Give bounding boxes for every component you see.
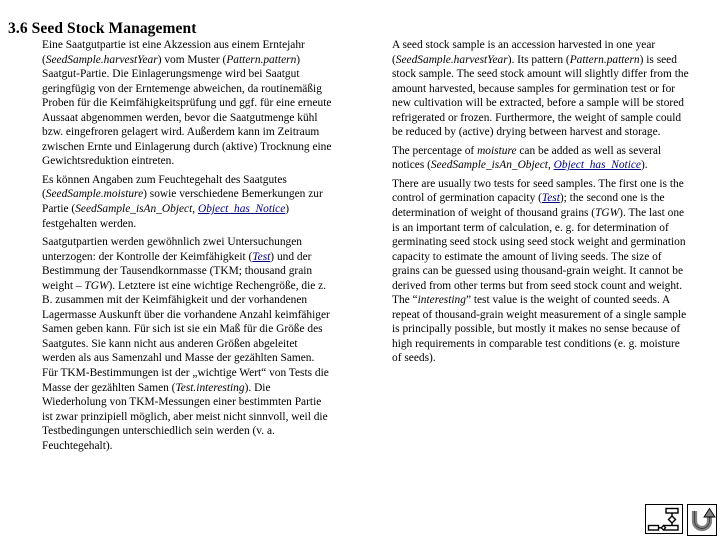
identifier-term: TGW [595,207,620,220]
text-run: A seed stock sample is an accession harvested in one year ( [392,39,656,66]
text-run: ). [640,159,648,172]
schema-diagram-icon [646,505,682,533]
text-run: ” test value is the weight of counted seeds. A repeat of thousand-grain weight measurement of a single sample is principally possible, but mostly it makes no sense because of high requirements in comparable test conditions (e. g. moisture of seeds). [392,294,687,365]
text-run: Saatgutpartien werden gewöhnlich zwei Untersuchungen unterzogen: der Kontrolle der Keimfähigkeit ( [42,236,302,263]
text-run: ). Die Wiederholung von TKM-Messungen einer bestimmten Partie ist zwar prinzipiell möglich, aber meist nicht sinnvoll, weil die Testbedingungen unterschiedlich sein werden (v. a. Feuchtegehalt). [42,381,328,452]
identifier-term: moisture [477,144,517,157]
text-run: can be added as well as several notices ( [392,144,662,172]
identifier-term: interesting [417,294,466,307]
text-run: ). The last one is an important term of calculation, e. g. for determination of germinating seed stock using seed stock weight and germination capacity to estimate the amount of living seeds. The size of grains can be guessed using thousand-grain weight. It cannot be derived from other terms but from seed stock count and weight. The “ [392,207,686,307]
page-title: 3.6 Seed Stock Management [8,20,197,38]
text-run: , [547,159,554,172]
text-run: ) is seed stock sample. The seed stock amount will slightly differ from the amount harvested, because samples for germination test or for new cultivation will be extracted, before a sample will be stored refrigerated or frozen. Furthermore, the weight of sample could be reduced by (active) drying between harvest and storage. [392,53,689,139]
doc-link[interactable]: Object_has_Notice [553,159,641,172]
text-run: There are usually two tests for seed samples. The first one is the control of germination capacity ( [392,177,684,205]
paragraph [42,38,332,169]
doc-link[interactable]: Test [252,250,271,263]
text-run: , [192,203,198,216]
identifier-term: SeedSample.harvestYear [45,53,158,66]
identifier-term: TGW [84,279,109,292]
doc-link[interactable]: Object_has_Notice [197,203,286,216]
text-run: ) festgehalten werden. [42,203,290,230]
schema-diagram-button[interactable] [645,504,683,534]
back-navigation-button[interactable] [687,504,717,536]
paragraph [392,38,692,140]
u-turn-back-arrow-icon [688,505,716,535]
english-text-column [392,38,692,366]
identifier-term: SeedSample_isAn_Object [75,203,193,216]
german-text-column [42,38,332,453]
identifier-term: Test.interesting [175,381,245,394]
paragraph [42,173,332,231]
text-run: ); the second one is the determination of weight of thousand grains ( [392,192,665,220]
text-run: Eine Saatgutpartie ist eine Akzession aus einem Erntejahr ( [42,39,305,66]
navigation-button-group [645,504,717,536]
text-run: ) und der Bestimmung der Tausendkornmasse (TKM; thousand grain weight – [42,250,313,292]
paragraph [392,177,692,366]
paragraph [392,144,692,173]
identifier-term: Pattern.pattern [226,53,297,66]
text-run: ) vom Muster ( [157,53,227,66]
text-run: Es können Angaben zum Feuchtegehalt des Saatgutes ( [42,173,287,201]
doc-link[interactable]: Test [541,192,560,205]
text-run: The percentage of [392,144,478,157]
identifier-term: SeedSample.moisture [45,188,144,201]
identifier-term: SeedSample_isAn_Object [430,159,548,172]
paragraph [42,235,332,453]
text-run: ). Letztere ist eine wichtige Rechengröße, die z. B. zusammen mit der Keimfähigkeit und der vorhandenen Lagermasse Auskunft über die vorhandene Anzahl keimfähiger Samen geben kann. Für sich ist sie ein Maß für die Größe des Saatgutes. Sie kann nicht aus anderen Größen abgeleitet werden als aus Samenzahl und Masse der gezählten Samen. Für TKM-Bestimmungen ist der „wichtige Wert“ von Tests die Masse der gezählten Samen ( [42,279,330,394]
text-run: ) sowie verschiedene Bemerkungen zur Partie ( [42,188,323,216]
text-run: ). Its pattern ( [507,53,570,66]
text-run: ) Saatgut-Partie. Die Einlagerungsmenge wird bei Saatgut geringfügig von der Erntemenge abweichen, da routinemäßig Proben für die Keimfähigkeitsprüfung und ggf. für eine erneute Aussaat abgenommen werden, bevor die Saatgutmenge kühl bzw. eingefroren gelagert wird. Außerdem kann im Zeitraum zwischen Ernte und Einlagerung durch (aktive) Trocknung eine Gewichtsreduktion eintreten. [42,53,332,168]
identifier-term: Pattern.pattern [569,53,640,66]
identifier-term: SeedSample.harvestYear [395,53,508,66]
